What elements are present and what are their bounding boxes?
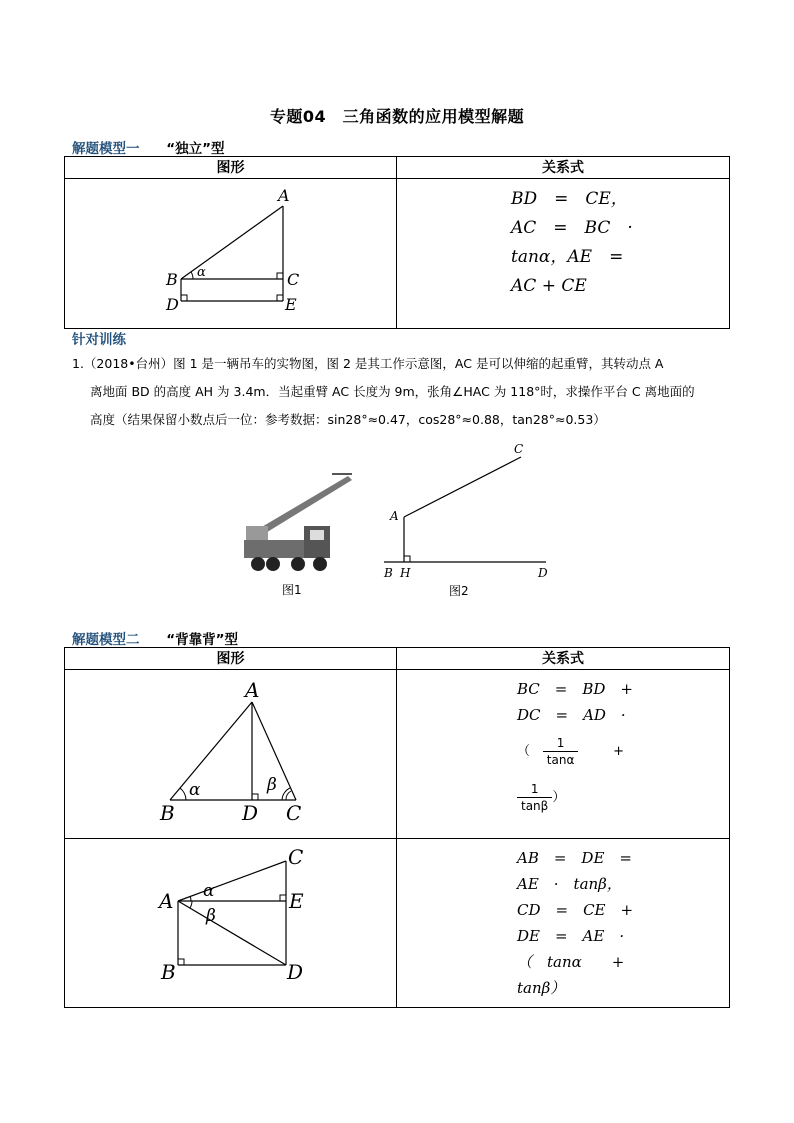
model1-relation: [397, 179, 729, 301]
model2-row1-figure-cell: [65, 670, 397, 839]
close-paren: ）: [552, 790, 566, 805]
angle-label-beta: β: [267, 775, 277, 795]
point-label-b: B: [166, 270, 178, 289]
rectangle-diagram: [65, 839, 395, 1003]
problem-line: 离地面 BD 的高度 AH 为 3.4m．当起重臂 AC 长度为 9m，张角∠HAC 为 118°时，求操作平台 C 离地面的: [90, 384, 695, 399]
fraction-numerator: 1: [543, 735, 579, 752]
model2-col-relation: 关系式: [397, 648, 730, 670]
fraction-denominator: tanβ: [521, 798, 549, 813]
line-ba: [170, 702, 252, 800]
model2-row1-relation: [397, 670, 729, 820]
relation-line: CD = CE +: [517, 901, 634, 919]
plus-sign: +: [613, 744, 625, 759]
point-label-a: A: [159, 889, 174, 913]
line-ac: [404, 457, 521, 517]
relation-line: DE = AE ·: [517, 927, 625, 945]
relation-fraction-line: [517, 774, 729, 820]
angle-label-alpha: α: [197, 265, 206, 280]
page-title: 专题04 三角函数的应用模型解题: [269, 107, 525, 126]
open-paren: （: [517, 744, 531, 759]
model2-row2-figure-cell: [65, 839, 397, 1008]
model2-type-label: “背靠背”型: [166, 632, 238, 648]
model2-row2-relation: [397, 839, 729, 1001]
right-angle-e: [280, 895, 286, 901]
point-label-c: C: [286, 801, 302, 825]
relation-line: tanβ）: [517, 979, 566, 997]
model2-row2-relation-cell: [397, 839, 730, 1008]
crane-truck-photo: [240, 470, 355, 578]
point-label-a: A: [245, 678, 260, 702]
crane-boom: [260, 476, 352, 534]
point-label-c: C: [514, 442, 524, 456]
relation-line: AE · tanβ，: [517, 875, 622, 893]
relation-fraction-line: [517, 728, 729, 774]
truck-wheel: [266, 557, 280, 571]
fraction-denominator: tanα: [546, 752, 575, 767]
fraction-one-over-tan-alpha: [543, 735, 579, 768]
model1-relation-line: AC = BC ·: [511, 218, 633, 238]
truck-window: [310, 530, 324, 540]
angle-beta-arc-inner: [286, 791, 291, 800]
model1-type-label: “独立”型: [166, 141, 225, 157]
right-angle-d: [181, 295, 187, 301]
model2-heading-label: 解题模型二: [72, 632, 140, 648]
right-angle-d: [252, 794, 258, 800]
problem-line: 1.（2018•台州）图 1 是一辆吊车的实物图，图 2 是其工作示意图，AC 是可以伸缩的起重臂，其转动点 A: [72, 356, 664, 371]
relation-line: AB = DE =: [517, 849, 632, 867]
point-label-a: A: [278, 186, 290, 205]
point-label-d: D: [166, 295, 179, 314]
angle-alpha-arc: [180, 788, 186, 800]
angle-label-beta: β: [206, 906, 216, 926]
point-label-d: D: [287, 960, 304, 984]
relation-line: （ tanα +: [517, 953, 625, 971]
line-ad: [178, 901, 286, 965]
model1-table: [64, 156, 730, 329]
figure2-caption: 图2: [449, 584, 469, 598]
practice-heading: 针对训练: [72, 332, 126, 348]
model1-relation-cell: [397, 179, 730, 329]
right-angle-b: [178, 959, 184, 965]
model1-col-figure: 图形: [65, 157, 397, 179]
model1-relation-line: BD = CE，: [511, 189, 628, 209]
problem-line: 高度（结果保留小数点后一位：参考数据：sin28°≈0.47，cos28°≈0.88，tan28°≈0.53）: [90, 412, 606, 427]
fraction-numerator: 1: [517, 781, 552, 798]
model2-row1-relation-cell: [397, 670, 730, 839]
fraction-one-over-tan-beta: [517, 781, 552, 814]
angle-alpha-arc: [191, 272, 193, 279]
model2-heading: [72, 628, 238, 648]
point-label-e: E: [285, 295, 297, 314]
angle-label-alpha: α: [203, 881, 215, 901]
angle-label-alpha: α: [189, 780, 201, 800]
model1-relation-line: AC + CE: [511, 276, 587, 296]
right-angle-h: [404, 556, 410, 562]
model1-relation-line: tanα，AE =: [511, 247, 624, 267]
point-label-h: H: [400, 566, 411, 580]
point-label-c: C: [287, 270, 300, 289]
model1-col-relation: 关系式: [397, 157, 730, 179]
model1-figure-cell: [65, 179, 397, 329]
truck-wheel: [313, 557, 327, 571]
model2-col-figure: 图形: [65, 648, 397, 670]
point-label-b: B: [384, 566, 393, 580]
line-ac: [178, 861, 286, 901]
right-angle-e: [277, 295, 283, 301]
point-label-a: A: [390, 509, 399, 523]
point-label-e: E: [289, 889, 304, 913]
truck-wheel: [251, 557, 265, 571]
model1-diagram: [65, 179, 395, 324]
model1-heading: [72, 137, 224, 157]
practice-problem: [72, 350, 732, 434]
model1-heading-label: 解题模型一: [72, 141, 140, 157]
back-to-back-diagram: [65, 670, 395, 834]
angle-beta-arc: [190, 901, 192, 908]
point-label-b: B: [160, 801, 175, 825]
point-label-c: C: [288, 845, 304, 869]
truck-wheel: [291, 557, 305, 571]
point-label-b: B: [161, 960, 176, 984]
right-angle-c: [277, 273, 283, 279]
figure1-caption: 图1: [282, 583, 302, 597]
relation-line: BC = BD +: [517, 680, 633, 698]
point-label-d: D: [242, 801, 259, 825]
relation-line: DC = AD ·: [517, 706, 626, 724]
crane-schematic: [376, 440, 556, 582]
model2-table: [64, 647, 730, 1008]
point-label-d: D: [538, 566, 548, 580]
